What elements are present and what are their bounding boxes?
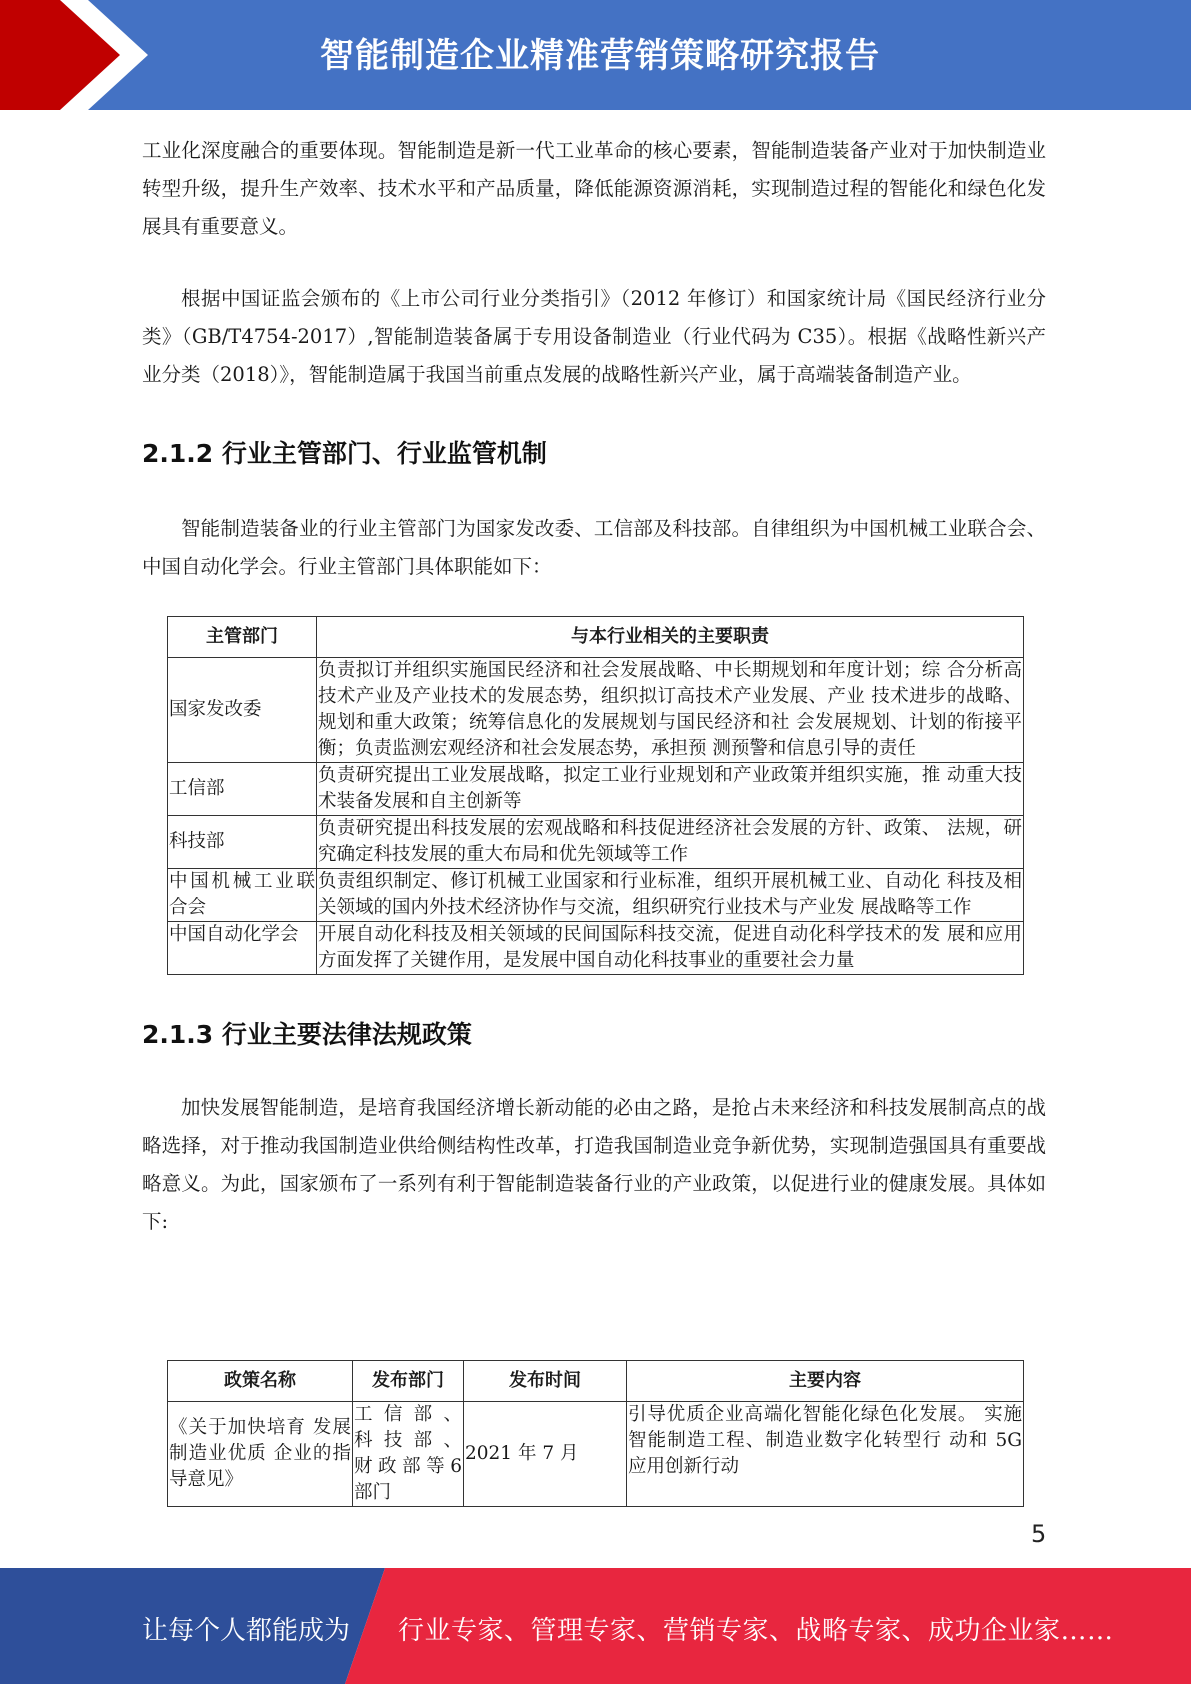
table-row [168,869,1024,922]
table-header-row [168,1361,1024,1402]
paragraph-classification: 根据中国证监会颁布的《上市公司行业分类指引》（2012 年修订）和国家统计局《国民经济行业分类》（GB/T4754-2017）,智能制造装备属于专用设备制造业（行业代码为 C35）。根据《战略性新兴产业分类（2018）》，智能制造属于我国当前重点发展的战略性新兴产业，属于高端装备制造产业。 [142,287,1046,386]
paragraph-policies: 加快发展智能制造，是培育我国经济增长新动能的必由之路，是抢占未来经济和科技发展制高点的战略选择，对于推动我国制造业供给侧结构性改革，打造我国制造业竞争新优势，实现制造强国具有重要战略意义。为此，国家颁布了一系列有利于智能制造装备行业的产业政策，以促进行业的健康发展。具体如下: [142,1096,1046,1233]
footer-slogan-left: 让每个人都能成为 [142,1616,351,1646]
table-cell-duty: 开展自动化科技及相关领域的民间国际科技交流，促进自动化科学技术的发 展和应用方面发挥了关键作用，是发展中国自动化科技事业的重要社会力量 [317,922,1024,975]
table-header: 主管部门 [168,617,317,658]
section-heading-2-1-3: 2.1.3 行业主要法律法规政策 [142,1020,472,1049]
table-cell-duty: 负责研究提出科技发展的宏观战略和科技促进经济社会发展的方针、政策、 法规，研究确定科技发展的重大布局和优先领域等工作 [317,816,1024,869]
table-header: 发布时间 [464,1361,627,1402]
table-cell-duty: 负责研究提出工业发展战略，拟定工业行业规划和产业政策并组织实施，推 动重大技术装备发展和自主创新等 [317,763,1024,816]
paragraph-intro: 工业化深度融合的重要体现。智能制造是新一代工业革命的核心要素，智能制造装备产业对于加快制造业转型升级，提升生产效率、技术水平和产品质量，降低能源资源消耗，实现制造过程的智能化和绿色化发展具有重要意义。 [142,139,1046,238]
table-cell-dept: 国家发改委 [168,658,317,763]
table-row [168,763,1024,816]
table-cell-dept: 中国机械工业联合会 [168,869,317,922]
table-cell-duty: 负责拟订并组织实施国民经济和社会发展战略、中长期规划和年度计划；综 合分析高技术产业及产业技术的发展态势，组织拟订高技术产业发展、产业 技术进步的战略、规划和重大政策；统筹信息化的发展规划与国民经济和社 会发展规划、计划的衔接平衡；负责监测宏观经济和社会发展态势，承担预 测预警和信息引导的责任 [317,658,1024,763]
table-cell-policy-date: 2021 年 7 月 [464,1402,627,1507]
table-cell-dept: 中国自动化学会 [168,922,317,975]
table-row [168,922,1024,975]
table-header-row [168,617,1024,658]
table-cell-policy-name: 《关于加快培育 发展制造业优质 企业的指导意见》 [168,1402,353,1507]
table-cell-duty: 负责组织制定、修订机械工业国家和行业标准，组织开展机械工业、自动化 科技及相关领域的国内外技术经济协作与交流，组织研究行业技术与产业发 展战略等工作 [317,869,1024,922]
table-header: 发布部门 [353,1361,464,1402]
table-cell-dept: 科技部 [168,816,317,869]
table-header: 政策名称 [168,1361,353,1402]
table-cell-dept: 工信部 [168,763,317,816]
main-content [142,132,1046,1241]
page-number: 5 [1031,1520,1047,1548]
policy-table-viewport [167,1360,1024,1513]
table-cell-policy-dept: 工 信 部 、科 技 部 、财政部等6 部门 [353,1402,464,1507]
table-header: 与本行业相关的主要职责 [317,617,1024,658]
department-table [167,616,1024,975]
table-row [168,816,1024,869]
page-footer [0,1568,1191,1684]
page-header [0,0,1191,110]
table-header: 主要内容 [627,1361,1024,1402]
table-row [168,1402,1024,1507]
report-title: 智能制造企业精准营销策略研究报告 [320,36,880,76]
section-heading-2-1-2: 2.1.2 行业主管部门、行业监管机制 [142,439,547,468]
table-cell-policy-content: 引导优质企业高端化智能化绿色化发展。 实施智能制造工程、制造业数字化转型行 动和 5G 应用创新行动 [627,1402,1024,1507]
table-row [168,658,1024,763]
paragraph-departments: 智能制造装备业的行业主管部门为国家发改委、工信部及科技部。自律组织为中国机械工业联合会、中国自动化学会。行业主管部门具体职能如下： [142,517,1046,578]
policy-table [167,1360,1024,1507]
footer-slogan-right: 行业专家、管理专家、营销专家、战略专家、成功企业家…… [398,1616,1114,1646]
